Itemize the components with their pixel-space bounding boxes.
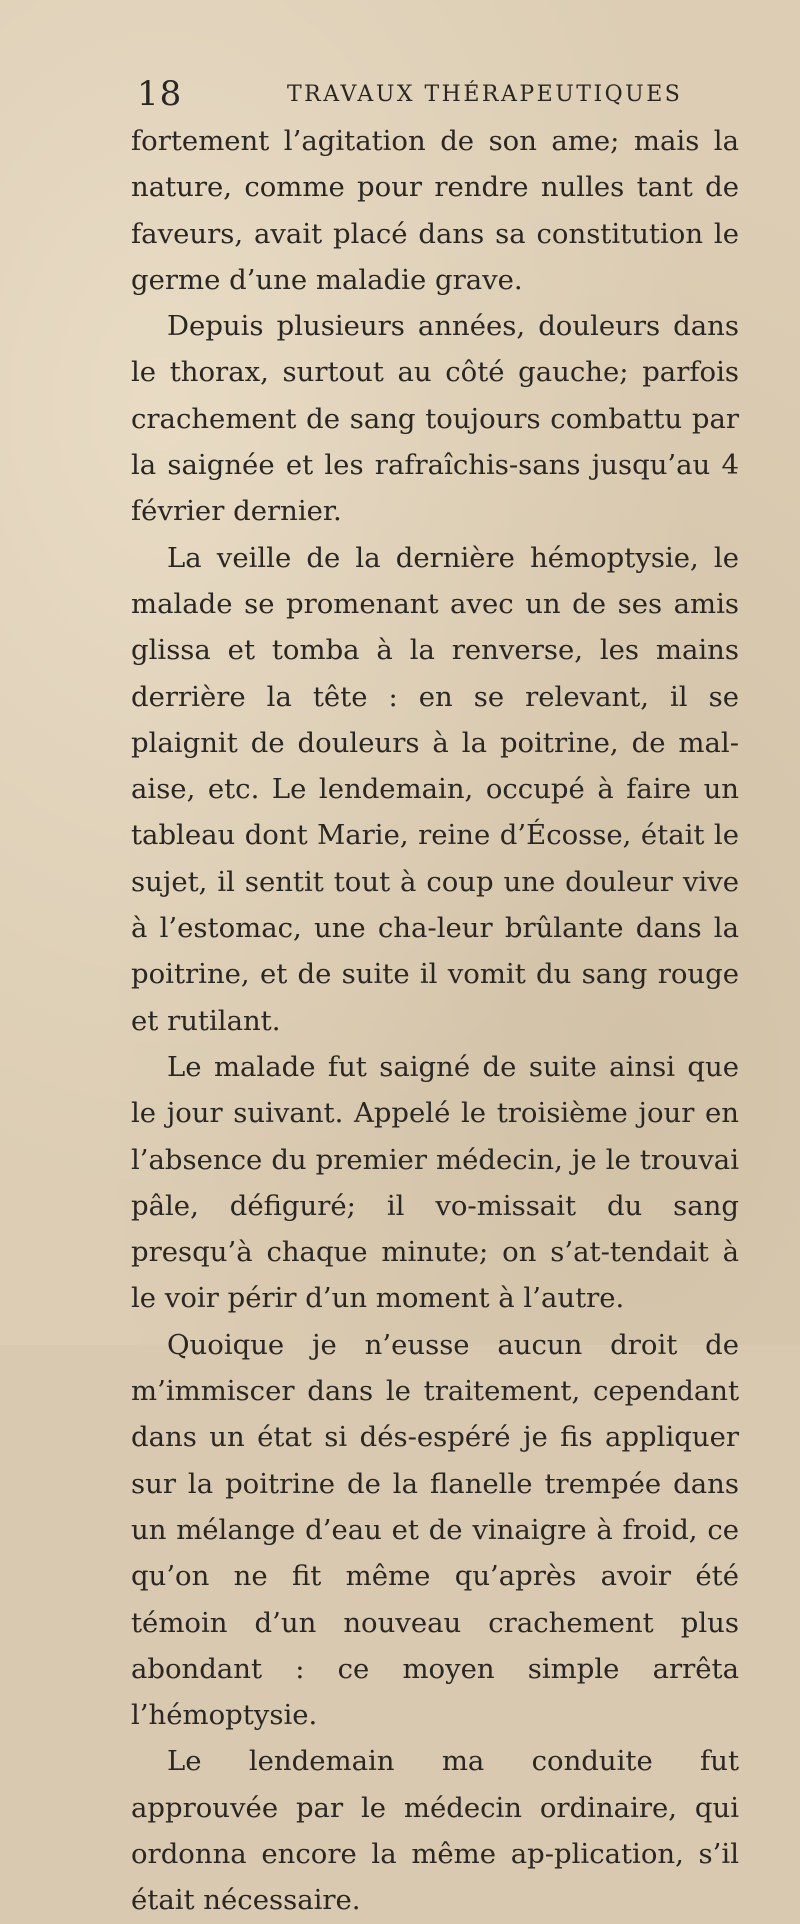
running-title: TRAVAUX THÉRAPEUTIQUES <box>287 82 683 107</box>
body-text <box>131 118 739 1924</box>
paragraph: Quoique je n’eusse aucun droit de m’immiscer dans le traitement, cependant dans un état si dés-espéré je fis appliquer sur la poitrine de la flanelle trempée dans un mélange d’eau et de vinaigre à froid, ce qu’on ne fit même qu’après avoir été témoin d’un nouveau crachement plus abondant : ce moyen simple arrêta l’hémoptysie. <box>131 1328 739 1732</box>
paragraph: La veille de la dernière hémoptysie, le malade se promenant avec un de ses amis glissa et tomba à la renverse, les mains derrière la tête : en se relevant, il se plaignit de douleurs à la poitrine, de mal-aise, etc. Le lendemain, occupé à faire un tableau dont Marie, reine d’Écosse, était le sujet, il sentit tout à coup une douleur vive à l’estomac, une cha-leur brûlante dans la poitrine, et de suite il vomit du sang rouge et rutilant. <box>131 541 739 1037</box>
paragraph: fortement l’agitation de son ame; mais la nature, comme pour rendre nulles tant de faveurs, avait placé dans sa constitution le germe d’une maladie grave. <box>131 125 739 296</box>
page-header <box>137 74 727 114</box>
paragraph: Le malade fut saigné de suite ainsi que le jour suivant. Appelé le troisième jour en l’absence du premier médecin, je le trouvai pâle, défiguré; il vo-missait du sang presqu’à chaque minute; on s’at-tendait à le voir périr d’un moment à l’autre. <box>131 1050 739 1315</box>
page-number: 18 <box>137 74 183 114</box>
paragraph: Depuis plusieurs années, douleurs dans le thorax, surtout au côté gauche; parfois crachement de sang toujours combattu par la saignée et les rafraîchis-sans jusqu’au 4 février dernier. <box>131 310 739 528</box>
paragraph: Le lendemain ma conduite fut approuvée par le médecin ordinaire, qui ordonna encore la même ap-plication, s’il était nécessaire. <box>131 1745 739 1917</box>
